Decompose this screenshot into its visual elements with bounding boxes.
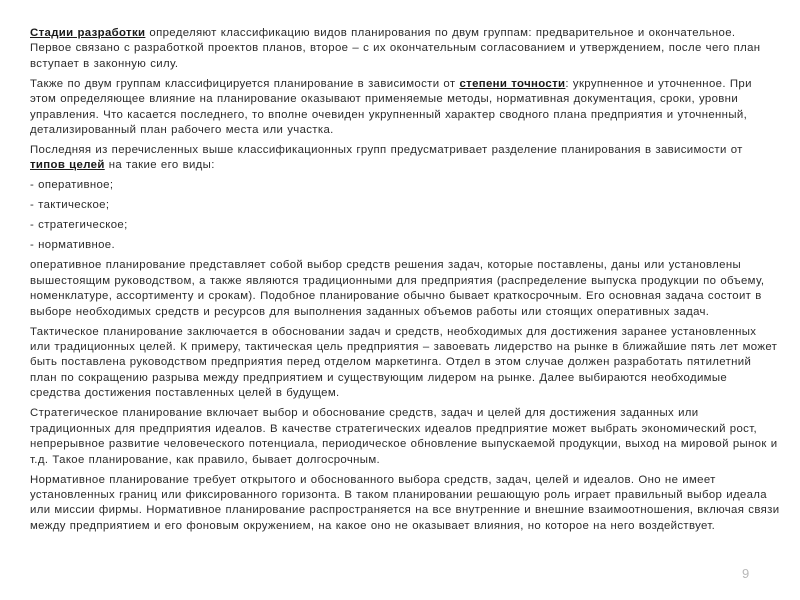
paragraph-goal-types xyxy=(30,143,780,174)
paragraph-tactical-planning: Тактическое планирование заключается в обосновании задач и средств, необходимых для достижения заранее установленных или традиционных целей. К примеру, тактическая цель предприятия – завоевать лидерство на рынке в ближайшие пять лет может быть поставлена руководством предприятия перед отделом маркетинга. Отдел в этом случае должен разработать пятилетний план по сокращению разрыва между предприятием и существующим лидером на рынке. Далее выбираются необходимые средства достижения поставленных целей в будущем. xyxy=(30,325,778,400)
list-item: - тактическое; xyxy=(30,199,110,212)
paragraph-development-stages xyxy=(30,26,780,72)
slide-body xyxy=(30,26,780,539)
paragraph-operational-planning: оперативное планирование представляет собой выбор средств решения задач, которые поставлены, даны или установлены вышестоящим руководством, а также являются традиционными для предприятия (распределение выпуска продукции по объему, номенклатуре, ассортименту и срокам). Подобное планирование обычно бывает краткосрочным. Его основная задача состоит в выборе необходимых средств и ресурсов для выполнения заданных объемов работы или стоящих оперативных задач. xyxy=(30,259,765,318)
list-item: - нормативное. xyxy=(30,239,115,252)
keyword-development-stages: Стадии разработки xyxy=(30,27,146,39)
list-item: - оперативное; xyxy=(30,179,114,192)
paragraph-text: Также по двум группам классифицируется планирование в зависимости от xyxy=(30,77,460,90)
paragraph-text: на такие его виды: xyxy=(104,159,215,172)
paragraph-normative-planning: Нормативное планирование требует открытого и обоснованного выбора средств, задач, целей и идеалов. Оно не имеет установленных границ или фиксированного горизонта. В таком планировании решающую роль играет правильный выбор идеала или миссии фирмы. Нормативное планирование распространяется на все внутренние и внешние взаимоотношения, включая связи между предприятием и его фоновым окружением, на какое оно не оказывает влияния, но которое на него воздействует. xyxy=(30,473,780,532)
paragraph-text: : укрупненное и уточненное. При этом определяющее влияние на планирование оказывают применяемые методы, нормативная документация, сроки, уровни управления. Что касается последнего, то вполне очевиден укрупненный характер сводного плана предприятия и уточненный, детализированный план рабочего места или участка. xyxy=(30,77,752,137)
paragraph-text: определяют классификацию видов планирования по двум группам: предварительное и окончательное. Первое связано с разработкой проектов планов, второе – с их окончательным согласованием и утверждением, после чего план вступает в законную силу. xyxy=(30,27,761,70)
page-number: 9 xyxy=(742,566,750,581)
paragraph-accuracy-degree xyxy=(30,77,780,139)
keyword-goal-types: типов целей xyxy=(30,159,105,172)
list-item: - стратегическое; xyxy=(30,219,128,232)
keyword-accuracy-degree: степени точности xyxy=(459,77,566,90)
paragraph-text: Последняя из перечисленных выше классификационных групп предусматривает разделение планирования в зависимости от xyxy=(30,144,743,157)
paragraph-strategic-planning: Стратегическое планирование включает выбор и обоснование средств, задач и целей для достижения заданных или традиционных для предприятия идеалов. В качестве стратегических идеалов предприятие может выбрать экономический рост, непрерывное развитие человеческого потенциала, периодическое обновление выпускаемой продукции, выход на мировой рынок и т.д. Такое планирование, как правило, бывает долгосрочным. xyxy=(30,407,778,466)
